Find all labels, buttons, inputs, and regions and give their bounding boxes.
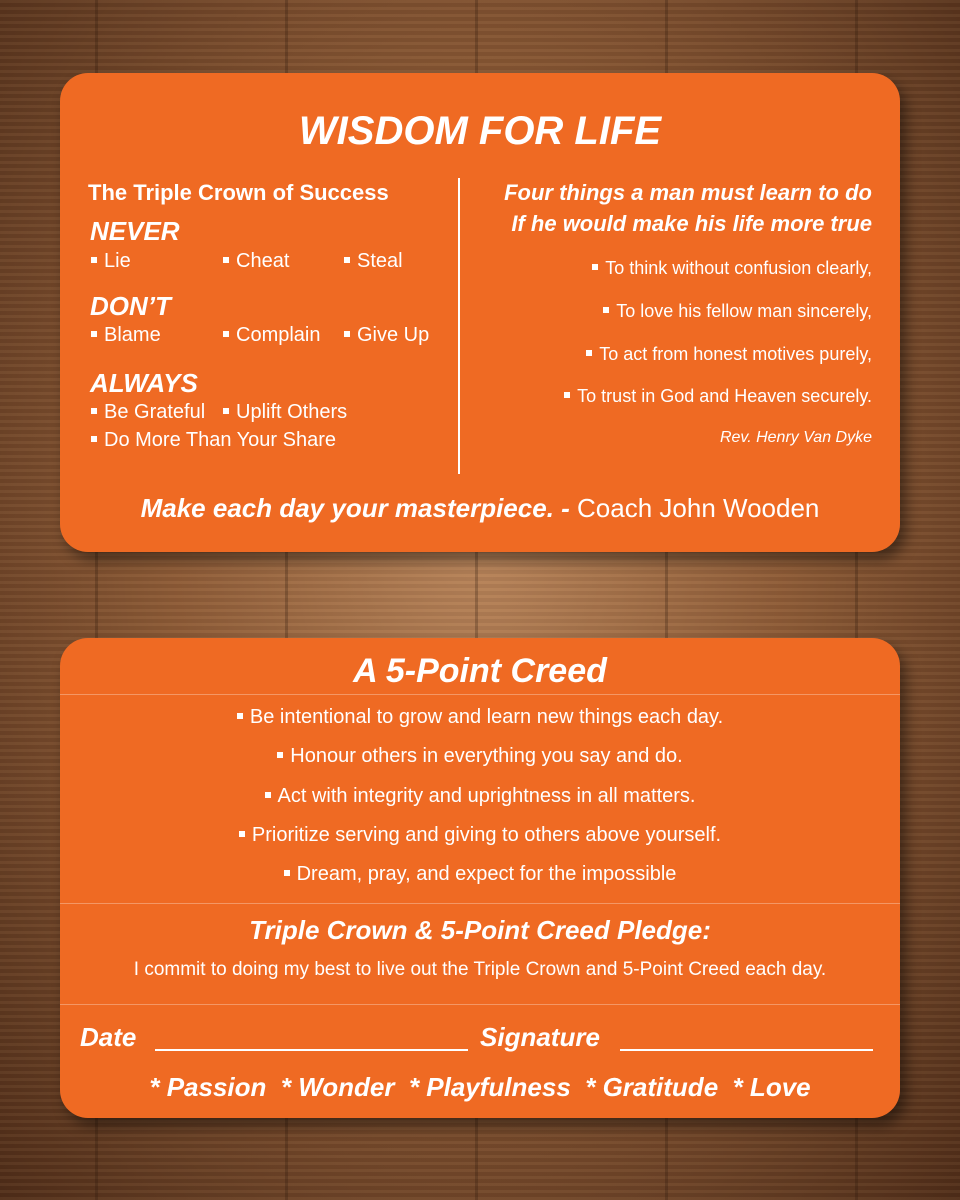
- creed-item: Prioritize serving and giving to others above yourself.: [239, 824, 721, 846]
- poem-heading-2: If he would make his life more true: [511, 211, 872, 236]
- poem-line: To love his fellow man sincerely,: [603, 301, 872, 322]
- column-divider: [458, 178, 460, 474]
- wooden-quote: [60, 493, 900, 524]
- divider: [60, 694, 900, 695]
- date-line[interactable]: [155, 1049, 468, 1051]
- dont-item: Give Up: [344, 324, 429, 347]
- poem-heading-1: Four things a man must learn to do: [504, 180, 872, 205]
- signature-label: Signature: [480, 1022, 600, 1052]
- never-label: NEVER: [90, 216, 180, 246]
- never-item: Lie: [91, 250, 131, 273]
- never-item: Steal: [344, 250, 403, 273]
- dont-label: DON’T: [90, 291, 171, 321]
- always-item: Do More Than Your Share: [91, 429, 336, 452]
- creed-item: Act with integrity and uprightness in all matters.: [265, 785, 696, 807]
- quote-author: Coach John Wooden: [577, 493, 820, 523]
- card-title: A 5-Point Creed: [353, 652, 607, 690]
- always-item: Be Grateful: [91, 401, 205, 424]
- creed-item: Dream, pray, and expect for the impossible: [284, 863, 677, 885]
- creed-item: Honour others in everything you say and do.: [277, 745, 682, 767]
- always-label: ALWAYS: [90, 368, 198, 398]
- wisdom-card: [60, 73, 900, 552]
- card-title: WISDOM FOR LIFE: [298, 109, 662, 153]
- divider: [60, 903, 900, 904]
- creed-card: [60, 638, 900, 1118]
- date-label: Date: [80, 1022, 137, 1052]
- dont-item: Blame: [91, 324, 161, 347]
- signature-line[interactable]: [620, 1049, 873, 1051]
- values-line: * Passion * Wonder * Playfulness * Gratitude * Love: [149, 1072, 811, 1102]
- poem-author: Rev. Henry Van Dyke: [719, 429, 872, 446]
- always-item: Uplift Others: [223, 401, 347, 424]
- triple-crown-heading: The Triple Crown of Success: [88, 180, 389, 205]
- creed-item: Be intentional to grow and learn new things each day.: [237, 706, 723, 728]
- poem-line: To act from honest motives purely,: [586, 344, 872, 365]
- pledge-title: Triple Crown & 5-Point Creed Pledge:: [249, 915, 711, 945]
- quote-text: Make each day your masterpiece. -: [140, 493, 570, 523]
- divider: [60, 1004, 900, 1005]
- dont-item: Complain: [223, 324, 320, 347]
- never-item: Cheat: [223, 250, 289, 273]
- poem-line: To think without confusion clearly,: [592, 258, 872, 279]
- pledge-text: I commit to doing my best to live out the Triple Crown and 5-Point Creed each day.: [133, 959, 827, 980]
- poem-line: To trust in God and Heaven securely.: [564, 386, 872, 407]
